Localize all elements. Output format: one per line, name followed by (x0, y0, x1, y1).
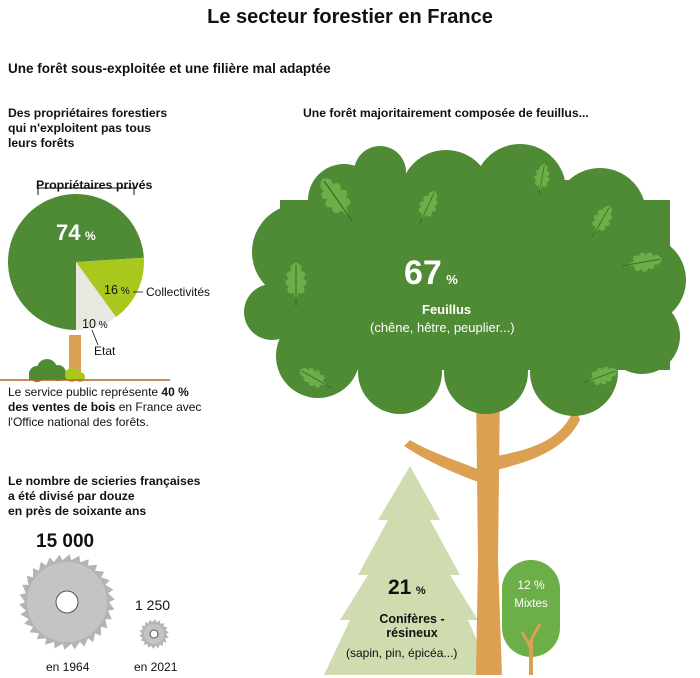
etat-label: Etat (94, 344, 116, 358)
mixtes-label: Mixtes (514, 598, 548, 610)
pie-chart (8, 194, 144, 330)
owners-heading: Des propriétaires forestiers qui n'exploitent pas tous leurs forêts (8, 106, 168, 150)
coniferes-label: Conifères - résineux (379, 612, 445, 640)
pie-tree (0, 188, 170, 382)
count-1964: 15 000 (36, 531, 95, 552)
coniferes-value: 21 % (388, 576, 426, 599)
mixtes-value: 12 % (517, 578, 545, 592)
bush-left (29, 359, 67, 382)
coniferes-detail: (sapin, pin, épicéa...) (346, 646, 458, 660)
feuillus-detail: (chêne, hêtre, peuplier...) (370, 320, 515, 335)
feuillus-label: Feuillus (422, 302, 472, 317)
blade-hole (150, 630, 158, 638)
saw-blade-2021 (139, 619, 169, 649)
count-2021: 1 250 (135, 597, 171, 613)
feuillus-value: 67 % (404, 254, 458, 292)
label-2021: en 2021 (134, 660, 178, 674)
collectivites-label: Collectivités (146, 285, 211, 299)
blade-hole (56, 591, 78, 613)
page-subtitle: Une forêt sous-exploitée et une filière mal adaptée (8, 61, 331, 76)
slice-label-collectivites: 16 % (104, 283, 130, 297)
label-1964: en 1964 (46, 660, 90, 674)
callout-label: Propriétaires privés (36, 178, 153, 192)
slice-label-prives: 74 % (56, 220, 96, 245)
saw-blade-1964 (19, 554, 115, 650)
conifer-tree (324, 466, 492, 675)
etat-connector (92, 330, 98, 345)
forest-heading: Une forêt majoritairement composée de feuillus... (303, 106, 589, 120)
slice-label-etat: 10 % (82, 317, 108, 331)
sawmills-heading: Le nombre de scieries françaises a été divisé par douze en près de soixante ans (8, 474, 201, 518)
service-public-note: Le service public représente 40 % des ventes de bois en France avec l'Office national des forêts. (8, 385, 202, 429)
page-title: Le secteur forestier en France (207, 6, 493, 28)
